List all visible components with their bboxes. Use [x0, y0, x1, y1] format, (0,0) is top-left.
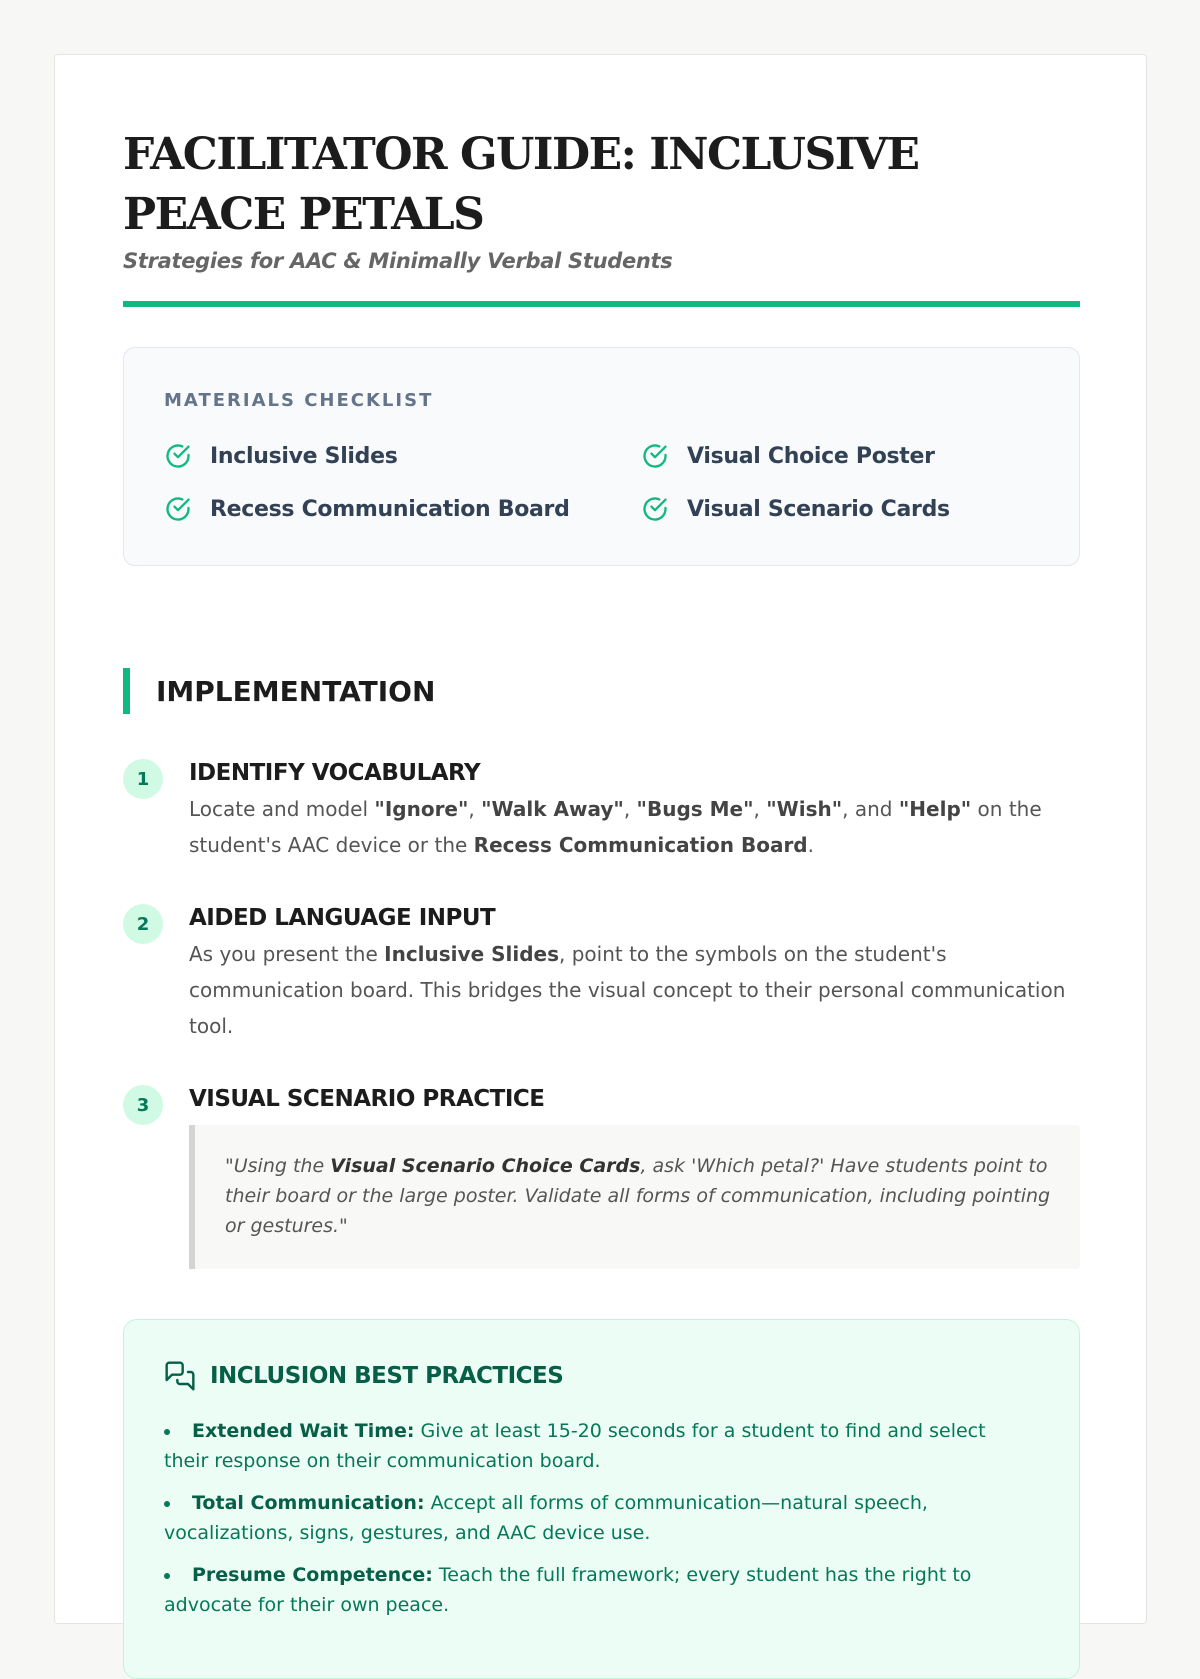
materials-item	[641, 495, 950, 523]
check-circle-icon	[641, 495, 669, 523]
section-accent-bar	[123, 668, 130, 714]
materials-checklist	[123, 347, 1080, 566]
page-subtitle: Strategies for AAC & Minimally Verbal Students	[123, 249, 673, 273]
list-item: Presume Competence: Teach the full framework; every student has the right to advocate for their own peace.	[164, 1560, 1035, 1620]
step-text: Locate and model "Ignore", "Walk Away", "Bugs Me", "Wish", and "Help" on the student's AAC device or the Recess Communication Board.	[189, 797, 1042, 857]
best-practices-list	[164, 1416, 1035, 1632]
step-body	[189, 902, 1080, 1044]
best-practices-box	[123, 1319, 1080, 1679]
step-number-badge: 2	[123, 904, 163, 944]
chat-bubbles-icon	[164, 1360, 196, 1392]
materials-item-label: Recess Communication Board	[210, 496, 570, 522]
check-circle-icon	[164, 442, 192, 470]
check-circle-icon	[641, 442, 669, 470]
step-body	[189, 757, 1080, 863]
list-item: Extended Wait Time: Give at least 15-20 seconds for a student to find and select their response on their communication board.	[164, 1416, 1035, 1476]
materials-item	[641, 442, 935, 470]
implementation-heading	[123, 667, 435, 715]
step-title: IDENTIFY VOCABULARY	[189, 760, 481, 786]
materials-item	[164, 495, 570, 523]
best-practices-header	[164, 1360, 563, 1392]
step-number-badge: 3	[123, 1085, 163, 1125]
title-divider	[123, 301, 1080, 307]
materials-item-label: Visual Scenario Cards	[687, 496, 950, 522]
guide-card	[54, 54, 1147, 1624]
list-item: Total Communication: Accept all forms of communication—natural speech, vocalizations, signs, gestures, and AAC device use.	[164, 1488, 1035, 1548]
step-title: AIDED LANGUAGE INPUT	[189, 905, 496, 931]
materials-item	[164, 442, 398, 470]
section-title: IMPLEMENTATION	[156, 674, 436, 708]
step-number-badge: 1	[123, 759, 163, 799]
materials-item-label: Inclusive Slides	[210, 443, 398, 469]
page-title: FACILITATOR GUIDE: INCLUSIVE PEACE PETALS	[123, 129, 919, 240]
step-text: As you present the Inclusive Slides, point to the symbols on the student's communication board. This bridges the visual concept to their personal communication tool.	[189, 942, 1066, 1038]
best-practices-title: INCLUSION BEST PRACTICES	[210, 1363, 564, 1389]
materials-item-label: Visual Choice Poster	[687, 443, 935, 469]
check-circle-icon	[164, 495, 192, 523]
step-title: VISUAL SCENARIO PRACTICE	[189, 1086, 545, 1112]
materials-title: MATERIALS CHECKLIST	[164, 390, 434, 411]
guide-content	[123, 125, 1080, 1616]
scenario-quote: "Using the Visual Scenario Choice Cards, ask 'Which petal?' Have students point to their board or the large poster. Validate all forms of communication, including pointing or gestures."	[189, 1125, 1080, 1269]
step-body	[189, 1083, 1080, 1269]
